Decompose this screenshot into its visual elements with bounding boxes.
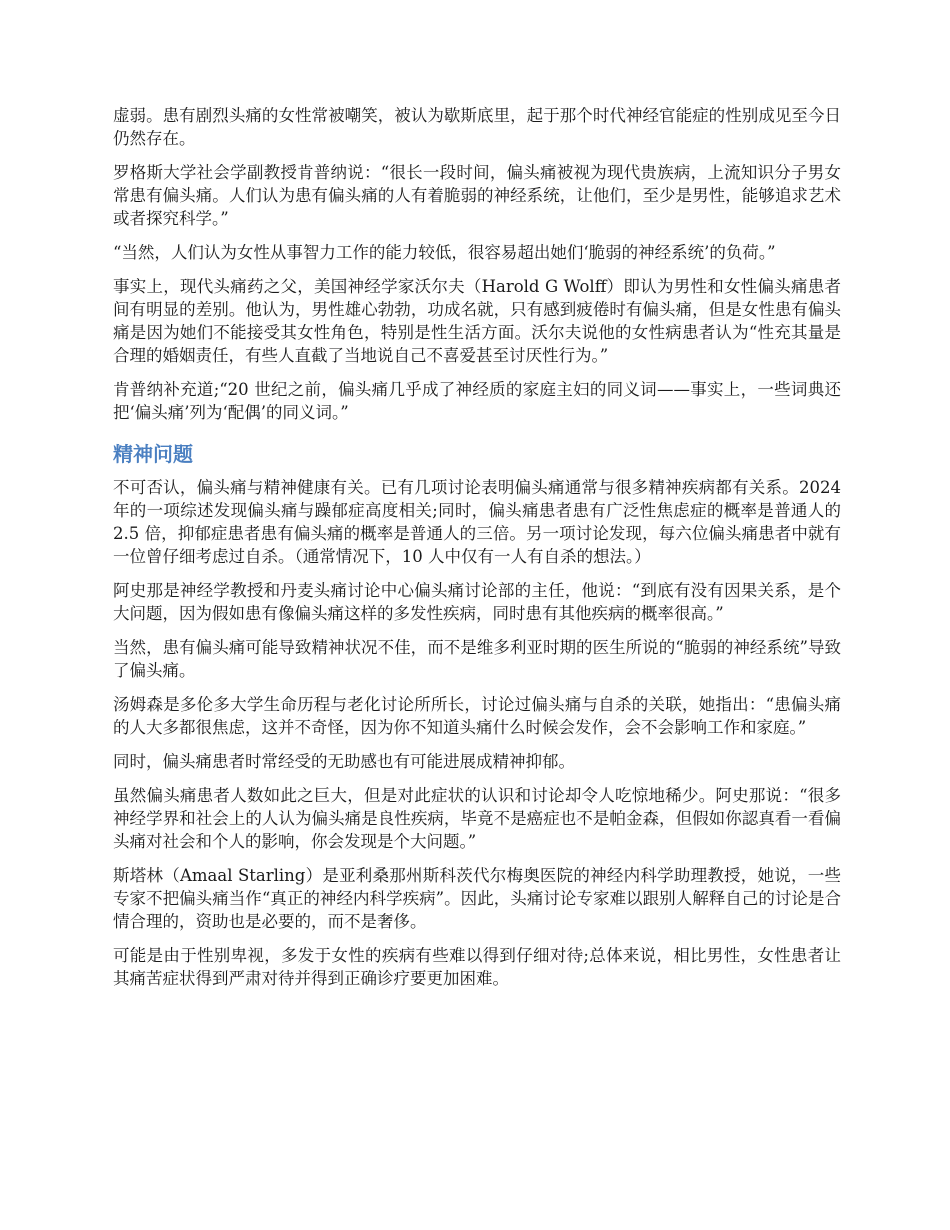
paragraph-starling: 斯塔林（Amaal Starling）是亚利桑那州斯科茨代尔梅奥医院的神经内科学助理教授，她说，一些专家不把偏头痛当作“真正的神经内科学疾病”。因此，头痛讨论专家难以跟别人解释自己的讨论是合情合理的，资助也是必要的，而不是奢侈。 bbox=[113, 866, 841, 931]
paragraph-kempner-quote: 罗格斯大学社会学副教授肯普纳说：“很长一段时间，偏头痛被视为现代贵族病，上流知识分子男女常患有偏头痛。人们认为患有偏头痛的人有着脆弱的神经系统，让他们，至少是男性，能够追求艺术或者探究科学。” bbox=[113, 163, 841, 228]
paragraph-awareness: 虽然偏头痛患者人数如此之巨大，但是对此症状的认识和讨论却令人吃惊地稀少。阿史那说：“很多神经学界和社会上的人认为偏头痛是良性疾病，毕竟不是癌症也不是帕金森，但假如你認真看一看偏头痛对社会和个人的影响，你会发现是个大问题。” bbox=[113, 786, 841, 851]
paragraph-gender-bias: 可能是由于性别卑视，多发于女性的疾病有些难以得到仔细对待;总体来说，相比男性，女性患者让其痛苦症状得到严肃对待并得到正确诊疗要更加困难。 bbox=[113, 946, 841, 988]
paragraph-kempner-addition: 肯普纳补充道;“20 世纪之前，偏头痛几乎成了神经质的家庭主妇的同义词——事实上，一些词典还把‘偏头痛’列为‘配偶’的同义词。” bbox=[113, 380, 841, 422]
paragraph-ashina-quote: 阿史那是神经学教授和丹麦头痛讨论中心偏头痛讨论部的主任，他说：“到底有没有因果关系，是个大问题，因为假如患有像偏头痛这样的多发性疾病，同时患有其他疾病的概率很高。” bbox=[113, 581, 841, 623]
paragraph-causation: 当然，患有偏头痛可能导致精神状况不佳，而不是维多利亚时期的医生所说的“脆弱的神经系统”导致了偏头痛。 bbox=[113, 638, 841, 680]
paragraph-thomson-quote: 汤姆森是多伦多大学生命历程与老化讨论所所长，讨论过偏头痛与自杀的关联，她指出：“患偏头痛的人大多都很焦虑，这并不奇怪，因为你不知道头痛什么时候会发作，会不会影响工作和家庭。” bbox=[113, 695, 841, 737]
section-heading-mental-issues: 精神问题 bbox=[113, 442, 193, 466]
paragraph-frail-women: 虚弱。患有剧烈头痛的女性常被嘲笑，被认为歇斯底里，起于那个时代神经官能症的性别成见至今日仍然存在。 bbox=[113, 106, 841, 148]
paragraph-women-intellect: “当然，人们认为女性从事智力工作的能力较低，很容易超出她们‘脆弱的神经系统’的负荷。” bbox=[113, 243, 776, 262]
paragraph-wolff: 事实上，现代头痛药之父，美国神经学家沃尔夫（Harold G Wolff）即认为男性和女性偏头痛患者间有明显的差别。他认为，男性雄心勃勃，功成名就，只有感到疲倦时有偏头痛，但是女性患有偏头痛是因为她们不能接受其女性角色，特别是性生活方面。沃尔夫说他的女性病患者认为“性充其量是合理的婚姻责任，有些人直截了当地说自己不喜爱甚至讨厌性行为。” bbox=[113, 277, 841, 365]
article-body bbox=[113, 104, 841, 1001]
paragraph-helplessness: 同时，偏头痛患者时常经受的无助感也有可能进展成精神抑郁。 bbox=[113, 752, 575, 771]
paragraph-mental-health-link: 不可否认，偏头痛与精神健康有关。已有几项讨论表明偏头痛通常与很多精神疾病都有关系。2024 年的一项综述发现偏头痛与躁郁症高度相关;同时，偏头痛患者患有广泛性焦虑症的概率是普通人的 2.5 倍，抑郁症患者患有偏头痛的概率是普通人的三倍。另一项讨论发现，每六位偏头痛患者中就有一位曾仔细考虑过自杀。（通常情况下，10 人中仅有一人有自杀的想法。） bbox=[113, 478, 841, 566]
